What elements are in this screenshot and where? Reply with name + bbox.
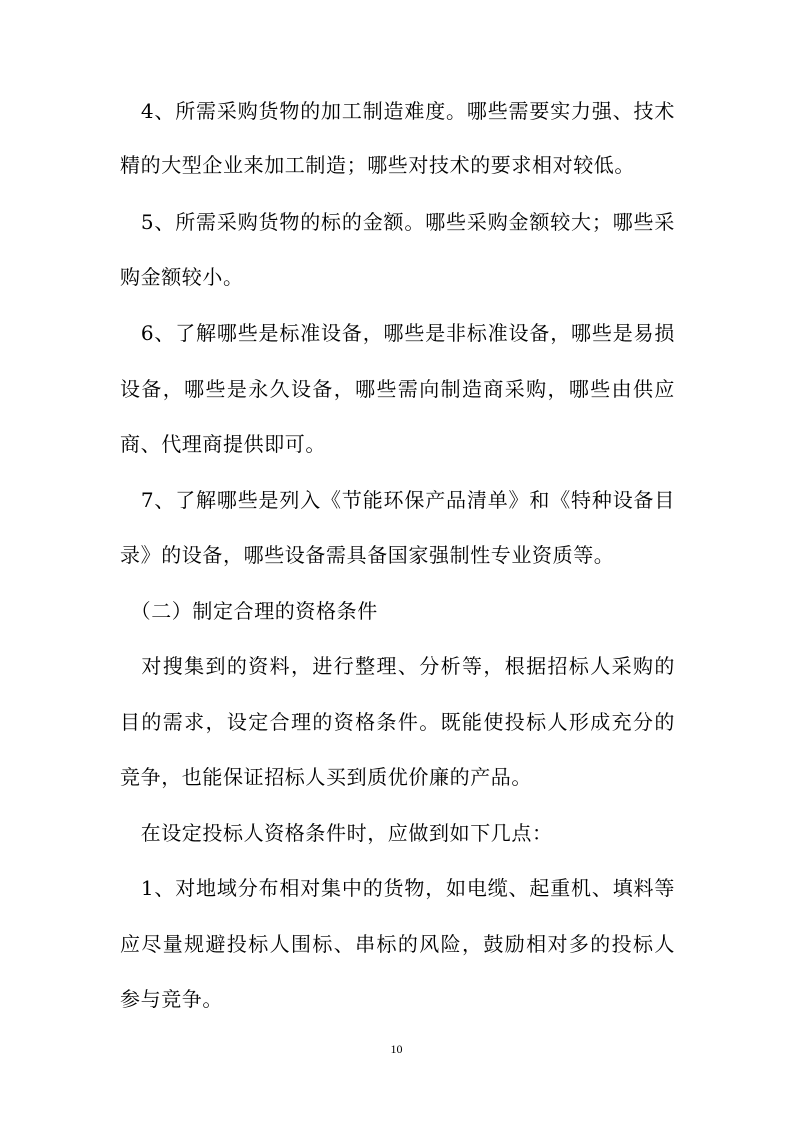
paragraph-line: 6、了解哪些是标准设备，哪些是非标准设备，哪些是易损 — [120, 321, 675, 345]
paragraph-line: 商、代理商提供即可。 — [120, 432, 326, 456]
paragraph-line: 目的需求，设定合理的资格条件。既能使投标人形成充分的 — [120, 710, 675, 734]
paragraph-line: 4、所需采购货物的加工制造难度。哪些需要实力强、技术 — [120, 99, 675, 123]
section-heading: （二）制定合理的资格条件 — [120, 599, 378, 623]
paragraph-line: 录》的设备，哪些设备需具备国家强制性专业资质等。 — [120, 543, 615, 567]
page-number: 10 — [390, 1042, 403, 1056]
paragraph-line: 设备，哪些是永久设备，哪些需向制造商采购，哪些由供应 — [120, 377, 675, 401]
paragraph-line: 购金额较小。 — [120, 265, 244, 289]
paragraph-line: 参与竞争。 — [120, 987, 223, 1011]
paragraph-line: 1、对地域分布相对集中的货物，如电缆、起重机、填料等 — [120, 876, 675, 900]
paragraph-line: 对搜集到的资料，进行整理、分析等，根据招标人采购的 — [120, 654, 675, 678]
paragraph-line: 精的大型企业来加工制造；哪些对技术的要求相对较低。 — [120, 153, 635, 177]
paragraph-line: 在设定投标人资格条件时，应做到如下几点： — [120, 821, 553, 845]
paragraph-line: 5、所需采购货物的标的金额。哪些采购金额较大；哪些采 — [120, 210, 675, 234]
paragraph-line: 应尽量规避投标人围标、串标的风险，鼓励相对多的投标人 — [120, 932, 675, 956]
paragraph-line: 7、了解哪些是列入《节能环保产品清单》和《特种设备目 — [120, 488, 675, 512]
paragraph-line: 竞争，也能保证招标人买到质优价廉的产品。 — [120, 765, 532, 789]
